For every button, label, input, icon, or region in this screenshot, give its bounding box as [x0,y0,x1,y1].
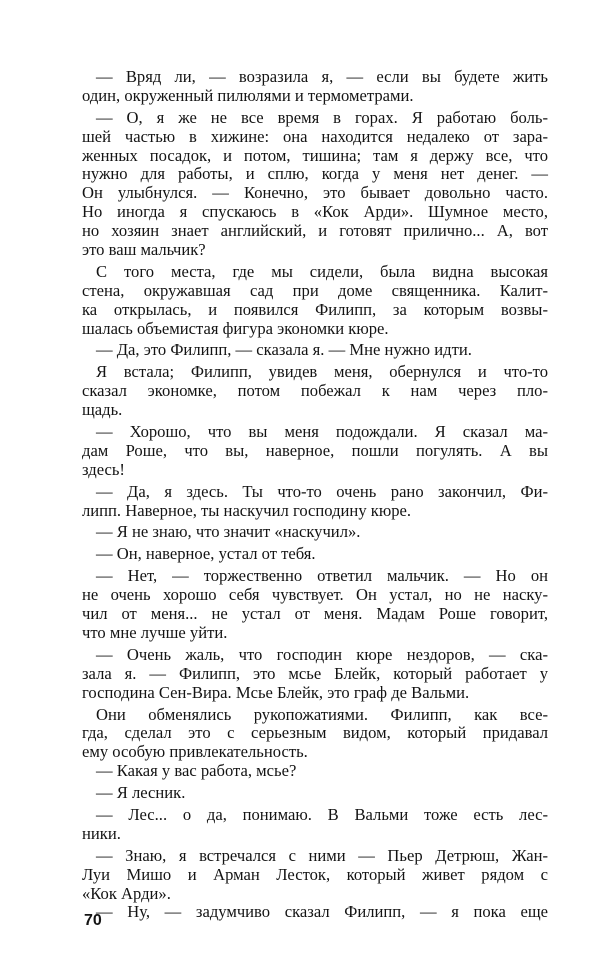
paragraph [82,567,548,643]
paragraph [82,263,548,339]
paragraph [82,784,548,803]
paragraph [82,903,548,922]
text-line: зала я. — Филипп, это мсье Блейк, который работает у [82,663,548,683]
text-line: — Ну, — задумчиво сказал Филипп, — я пока еще [96,902,548,922]
text-line: — Вряд ли, — возразила я, — если вы будете жить [96,67,548,86]
paragraph [82,847,548,904]
text-line: сказал экономке, потом побежал к нам через пло- [82,381,548,401]
text-line: липп. Наверное, ты наскучил господину кюре. [82,500,412,520]
text-line: это ваш мальчик? [82,240,206,260]
text-line: — Очень жаль, что господин кюре нездоров, — ска- [96,644,548,664]
paragraph [82,423,548,480]
text-line: не очень хорошо себя чувствует. Он устал, но не наску- [82,585,548,605]
text-line: шей частью в хижине: она находится недалеко от зара- [82,126,548,146]
text-line: стена, окружавшая сад при доме священника. Калит- [82,280,548,300]
text-line: ники. [82,823,121,843]
text-line: — Лес... о да, понимаю. В Вальми тоже есть лес- [96,804,548,824]
text-line: Они обменялись рукопожатиями. Филипп, как все- [96,704,548,724]
text-line: ка открылась, и появился Филипп, за которым возвы- [82,299,548,319]
paragraph [82,762,548,781]
paragraph [82,363,548,420]
paragraph [82,545,548,564]
text-line: Луи Мишо и Арман Лесток, который живет рядом с [82,864,548,884]
text-line: — Он, наверное, устал от тебя. [96,544,316,564]
text-line: С того места, где мы сидели, была видна высокая [96,261,548,281]
text-line: Но иногда я спускаюсь в «Кок Арди». Шумное место, [82,202,548,222]
paragraph [82,341,548,360]
text-line: нужно для работы, и сплю, когда у меня нет денег. — [82,164,548,184]
text-line: здесь! [82,459,125,479]
text-line: один, окруженный пилюлями и термометрами. [82,85,414,105]
text-line: щадь. [82,400,123,420]
text-line: господина Сен-Вира. Мсье Блейк, это граф де Вальми. [82,682,470,702]
text-line: — Да, я здесь. Ты что-то очень рано закончил, Фи- [96,481,548,501]
paragraph [82,706,548,763]
text-line: ему особую привлекательность. [82,742,308,762]
text-line: шалась объемистая фигура экономки кюре. [82,318,389,338]
text-line: — Я лесник. [96,783,186,803]
text-line: — Хорошо, что вы меня подождали. Я сказал ма- [96,422,548,442]
text-line: гда, сделал это с серьезным видом, который придавал [82,723,548,743]
paragraph [82,483,548,521]
paragraph [82,523,548,542]
text-line: что мне лучше уйти. [82,622,228,642]
text-line: Я встала; Филипп, увидев меня, обернулся и что-то [96,362,548,382]
text-line: — Я не знаю, что значит «наскучил». [96,522,361,542]
text-line: — Какая у вас работа, мсье? [96,761,297,781]
text-line: но хозяин знает английский, и готовят прилично... А, вот [82,221,548,241]
book-page-text [82,68,548,922]
text-line: «Кок Арди». [82,883,171,903]
text-line: — Нет, — торжественно ответил мальчик. — Но он [96,566,548,586]
text-line: — О, я же не все время в горах. Я работаю боль- [96,107,548,127]
text-line: чил от меня... не устал от меня. Мадам Роше говорит, [82,604,548,624]
paragraph [82,68,548,106]
text-line: Он улыбнулся. — Конечно, это бывает довольно часто. [82,183,548,203]
text-line: дам Роше, что вы, наверное, пошли погулять. А вы [82,440,548,460]
paragraph [82,806,548,844]
paragraph [82,109,548,260]
text-line: — Да, это Филипп, — сказала я. — Мне нужно идти. [96,340,472,360]
paragraph [82,646,548,703]
text-line: — Знаю, я встречался с ними — Пьер Детрюш, Жан- [96,845,548,865]
page-number: 70 [84,912,102,929]
text-line: женных посадок, и потом, тишина; там я держу все, что [82,145,548,165]
